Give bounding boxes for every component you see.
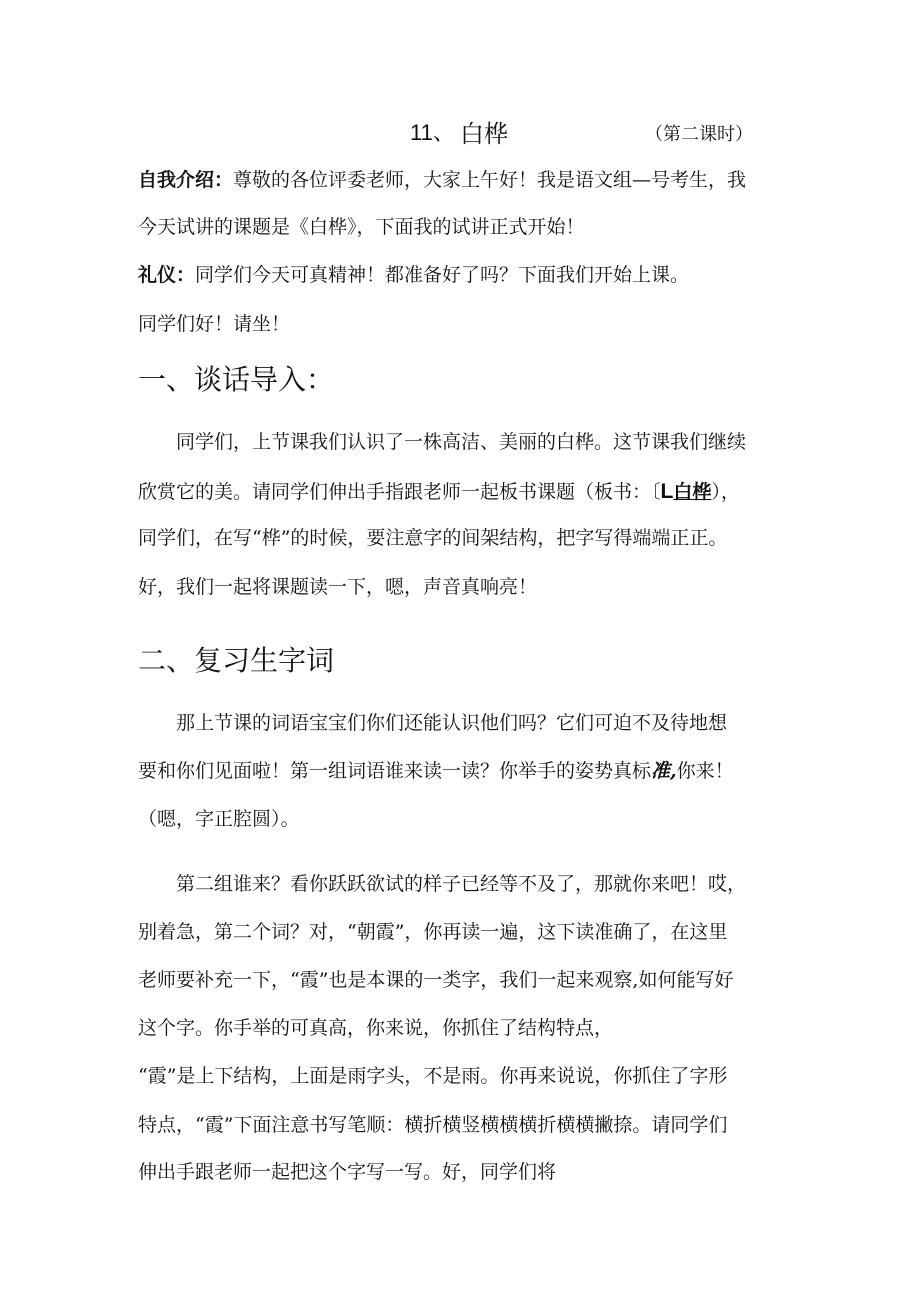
etiquette-label: 礼仪：	[138, 264, 196, 286]
board-mark: L	[660, 480, 674, 503]
section1-line-2-end: ），	[711, 481, 740, 503]
section2-p2-line-3: 老师要补充一下，“霞”也是本课的一类字，我们一起来观察,如何能写好	[138, 969, 734, 991]
section1-line-2-text: 欣赏它的美。请同学们伸出手指跟老师一起板书课题（板书：〔	[138, 481, 661, 503]
section2-p2-line-7: 伸出手跟老师一起把这个字写一写。好，同学们将	[138, 1161, 557, 1183]
intro-text-1: 尊敬的各位评委老师，大家上午好！我是语文组—号考生，我	[233, 169, 747, 191]
etiquette-line-1	[138, 266, 689, 285]
intro-label: 自我介绍：	[138, 169, 234, 191]
lesson-number: 11、	[410, 120, 455, 145]
etiquette-line-2: 同学们好！请坐！	[138, 313, 291, 335]
intro-line-1	[138, 171, 746, 190]
emphasis-word: 准,	[651, 760, 677, 782]
section2-p1-line-3: （嗯，字正腔圆）。	[138, 808, 300, 830]
section2-p2-line-4: 这个字。你手举的可真高，你来说，你抓住了结构特点，	[138, 1017, 614, 1039]
section2-heading: 二、复习生字词	[138, 644, 335, 677]
section2-p1-line-2	[138, 762, 734, 781]
section2-p2-line-6: 特点，“霞”下面注意书写笔顺：横折横竖横横横折横横撇捺。请同学们	[138, 1114, 728, 1136]
section1-line-1: 同学们，上节课我们认识了一株高洁、美丽的白桦。这节课我们继续	[176, 431, 747, 453]
section1-line-4: 好，我们一起将课题读一下，嗯，声音真响亮！	[138, 576, 538, 598]
lesson-title: 白桦	[460, 120, 508, 148]
section2-p1-line-1: 那上节课的词语宝宝们你们还能认识他们吗？它们可迫不及待地想	[176, 712, 728, 734]
section1-line-2	[138, 481, 740, 502]
section2-p2-line-2: 别着急，第二个词？对，“朝霞”，你再读一遍，这下读准确了，在这里	[138, 921, 728, 943]
intro-line-2: 今天试讲的课题是《白桦》，下面我的试讲正式开始！	[138, 216, 585, 238]
section2-p2-line-5: “霞”是上下结构，上面是雨字头，不是雨。你再来说说，你抓住了字形	[138, 1065, 728, 1087]
board-title: 白桦	[673, 481, 712, 503]
section2-p1-line-2-end: 你来！	[676, 760, 734, 782]
etiquette-text-1: 同学们今天可真精神！都准备好了吗？下面我们开始上课。	[195, 264, 690, 286]
section2-p1-line-2-text: 要和你们见面啦！第一组词语谁来读一读？你举手的姿势真标	[138, 760, 652, 782]
lesson-subtitle: （第二课时）	[645, 124, 753, 145]
section1-line-3: 同学们，在写“桦”的时候，要注意字的间架结构，把字写得端端正正。	[138, 527, 728, 549]
section1-heading: 一、谈话导入：	[138, 363, 335, 396]
section2-p2-line-1: 第二组谁来？看你跃跃欲试的样子已经等不及了，那就你来吧！哎，	[176, 873, 747, 895]
